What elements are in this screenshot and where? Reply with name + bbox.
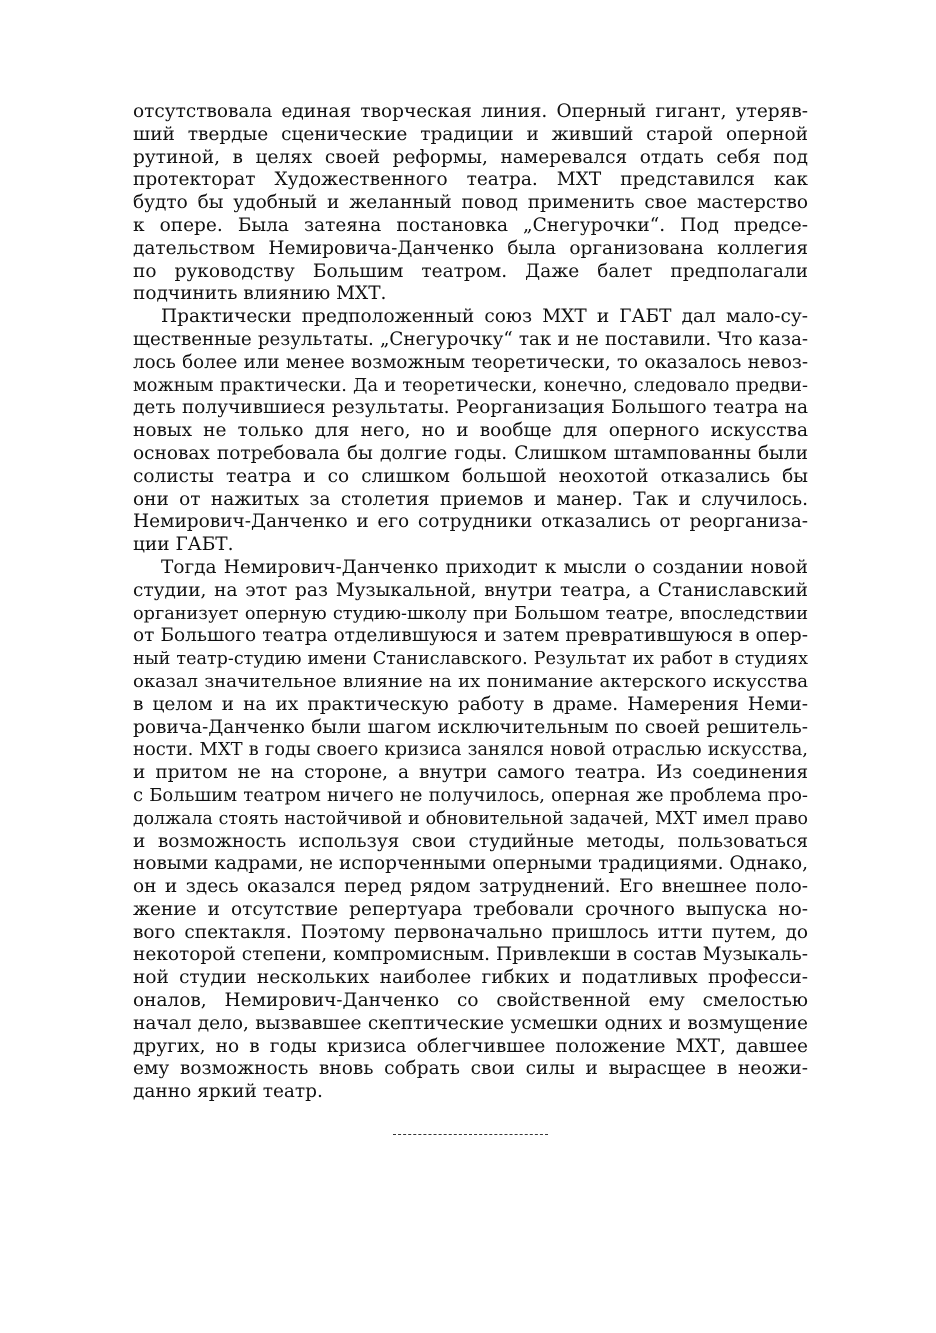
- text-line: других, но в годы кризиса облегчившее положение МХТ, давшее: [133, 1035, 808, 1057]
- text-line: подчинить влиянию МХТ.: [133, 283, 387, 305]
- text-line: будто бы удобный и желанный повод применить свое мастерство: [133, 192, 808, 214]
- text-line: и возможность используя свои студийные методы, пользоваться: [133, 830, 808, 852]
- text-line: в целом и на их практическую работу в драме. Намерения Неми-: [133, 693, 808, 715]
- text-line: можным практически. Да и теоретически, конечно, следовало предви-: [133, 375, 808, 396]
- text-line: некоторой степени, компромисным. Привлекши в состав Музыкаль-: [133, 944, 808, 966]
- text-line: вого спектакля. Поэтому первоначально пришлось итти путем, до: [133, 921, 808, 943]
- text-line: ции ГАБТ.: [133, 534, 234, 556]
- text-line: оказал значительное влияние на их понимание актерского искусства: [133, 670, 808, 692]
- paragraph: [133, 101, 808, 306]
- text-line: ной студии нескольких наиболее гибких и податливых професси-: [133, 967, 808, 989]
- paragraph: [133, 557, 808, 1104]
- paragraph: [133, 306, 808, 557]
- text-line: новыми кадрами, не испорченными оперными традициями. Однако,: [133, 853, 808, 875]
- text-line: должала стоять настойчивой и обновительной задачей, МХТ имел право: [133, 808, 808, 829]
- text-line: от Большого театра отделившуюся и затем превратившуюся в опер-: [133, 625, 808, 647]
- text-line: рутиной, в целях своей реформы, намеревался отдать себя под: [133, 146, 808, 168]
- text-line: отсутствовала единая творческая линия. Оперный гигант, утеряв-: [133, 101, 808, 122]
- text-line: протекторат Художественного театра. МХТ представился как: [133, 169, 808, 191]
- text-line: дательством Немировича-Данченко была организована коллегия: [133, 237, 808, 259]
- text-line: деть получившиеся результаты. Реорганизация Большого театра на: [133, 397, 808, 419]
- text-line: ности. МХТ в годы своего кризиса занялся новой отраслью искусства,: [133, 739, 808, 761]
- text-line: начал дело, вызвавшее скептические усмешки одних и возмущение: [133, 1012, 808, 1034]
- text-line: жение и отсутствие репертуара требовали срочного выпуска но-: [133, 898, 808, 920]
- text-line: щественные результаты. „Снегурочку“ так и не поставили. Что каза-: [133, 328, 808, 350]
- body-text: [133, 101, 808, 1104]
- text-line: с Большим театром ничего не получилось, оперная же проблема про-: [133, 784, 808, 806]
- text-line: и притом не на стороне, а внутри самого театра. Из соединения: [133, 762, 808, 784]
- text-line: данно яркий театр.: [133, 1081, 323, 1103]
- text-line: ему возможность вновь собрать свои силы и вырасщее в неожи-: [133, 1058, 808, 1080]
- section-separator: [393, 1134, 548, 1135]
- text-line: к опере. Была затеяна постановка „Снегурочки“. Под предсе-: [133, 214, 808, 236]
- text-line: организует оперную студию-школу при Большом театре, впоследствии: [133, 603, 808, 624]
- text-line: Тогда Немирович-Данченко приходит к мысли о создании новой: [161, 556, 808, 578]
- text-line: основах потребовала бы долгие годы. Слишком штампованны были: [133, 442, 808, 464]
- text-line: по руководству Большим театром. Даже балет предполагали: [133, 260, 808, 282]
- text-line: студии, на этот раз Музыкальной, внутри театра, а Станиславский: [133, 579, 808, 601]
- text-line: Немирович-Данченко и его сотрудники отказались от реорганиза-: [133, 511, 808, 533]
- text-line: лось более или менее возможным теоретически, то оказалось невоз-: [133, 351, 808, 373]
- text-line: ровича-Данченко были шагом исключительным по своей решитель-: [133, 716, 808, 738]
- text-line: новых не только для него, но и вообще для оперного искусства: [133, 420, 808, 442]
- text-line: он и здесь оказался перед рядом затруднений. Его внешнее поло-: [133, 876, 808, 898]
- text-line: ший твердые сценические традиции и живший старой оперной: [133, 123, 808, 145]
- text-line: солисты театра и со слишком большой неохотой отказались бы: [133, 465, 808, 487]
- text-line: ный театр-студию имени Станиславского. Результат их работ в студиях: [133, 649, 808, 670]
- text-line: оналов, Немирович-Данченко со свойственной ему смелостью: [133, 990, 808, 1012]
- text-line: Практически предположенный союз МХТ и ГАБТ дал мало-су-: [161, 306, 808, 328]
- text-line: они от нажитых за столетия приемов и манер. Так и случилось.: [133, 488, 808, 510]
